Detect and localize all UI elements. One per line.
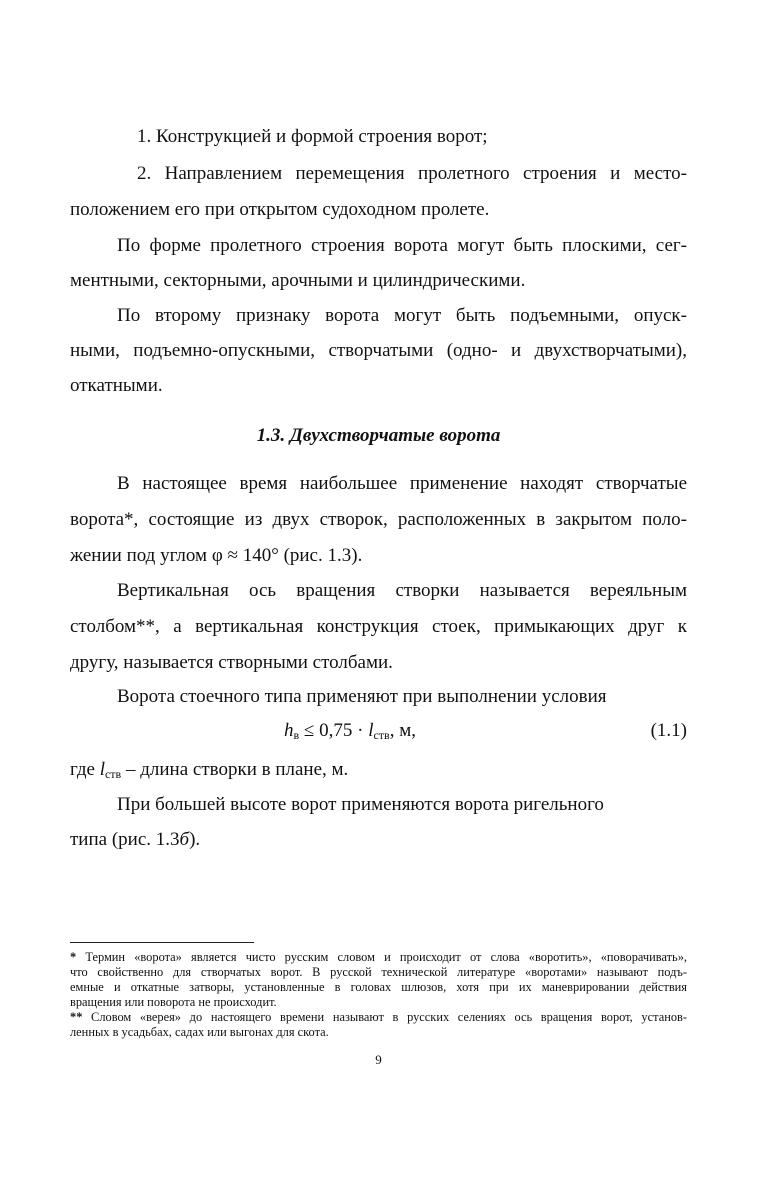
formula-number: (1.1) [650,720,687,741]
higher-line-2-start: типа (рис. 1.3 [70,829,180,850]
formula-l-subscript: ств [373,728,390,742]
formula-explanation [70,760,348,779]
section-heading: 1.3. Двухстворчатые ворота [256,425,501,446]
explanation-rest: – длина створки в плане, м. [121,759,349,780]
paragraph-form-line-1: По форме пролетного строения ворота могут быть плоскими, сег- [117,235,687,256]
higher-line-2-italic: б [179,829,190,850]
formula-l: l [368,720,374,741]
paragraph-condition: Ворота стоечного типа применяют при выполнении условия [117,686,607,707]
paragraph-second-line-2: ными, подъемно-опускными, створчатыми (одно- и двухстворчатыми), [70,340,687,361]
footnote-1-line-1 [70,951,687,964]
paragraph-higher-line-2 [70,830,200,849]
explanation-prefix: где [70,759,100,780]
footnote-divider [70,942,254,943]
paragraph-higher-line-1: При большей высоте ворот применяются ворота ригельного [117,794,604,815]
footnote-1-line-2: что свойственно для створчатых ворот. В русской технической литературе «воротами» называют подъ- [70,965,687,979]
footnote-2-line-1 [70,1011,687,1024]
footnote-1-line-3: емные и откатные затворы, установленные в головах шлюзов, хотя при их маневрировании действия [70,980,687,994]
footnote-1-mark: * [70,950,77,964]
paragraph-axis-line-1: Вертикальная ось вращения створки называется вереяльным [117,580,687,601]
formula-middle: ≤ 0,75 · [299,720,369,741]
formula-h-subscript: в [293,728,300,742]
formula-expression [284,721,416,740]
higher-line-2-end: ). [189,829,201,850]
list-item-1: 1. Конструкцией и формой строения ворот; [137,126,488,147]
paragraph-second-line-3: откатными. [70,375,163,396]
paragraph-second-line-1: По второму признаку ворота могут быть подъемными, опуск- [117,305,687,326]
explanation-l: l [99,759,105,780]
page-number: 9 [375,1052,382,1067]
footnote-2-line-2: ленных в усадьбах, садах или выгонах для скота. [70,1025,329,1039]
list-item-2-line-1: 2. Направлением перемещения пролетного строения и место- [137,163,687,184]
paragraph-present-line-1: В настоящее время наибольшее применение находят створчатые [117,473,687,494]
explanation-l-subscript: ств [104,767,122,781]
footnote-2-line-1-text: Словом «верея» до настоящего времени называют в русских селениях ось вращения ворот, установ- [82,1010,687,1024]
footnote-2-mark: ** [70,1010,83,1024]
paragraph-axis-line-3: другу, называется створными столбами. [70,652,393,673]
formula-tail: , м, [389,720,416,741]
formula-h: h [284,720,294,741]
footnote-1-line-4: вращения или поворота не происходит. [70,995,277,1009]
paragraph-present-line-3: жении под углом φ ≈ 140° (рис. 1.3). [70,545,363,566]
list-item-2-line-2: положением его при открытом судоходном пролете. [70,199,490,220]
footnote-1-line-1-text: Термин «ворота» является чисто русским словом и происходит от слова «воротить», «поворачивать», [76,950,687,964]
paragraph-axis-line-2: столбом**, а вертикальная конструкция стоек, примыкающих друг к [70,616,687,637]
paragraph-form-line-2: ментными, секторными, арочными и цилиндрическими. [70,270,526,291]
paragraph-present-line-2: ворота*, состоящие из двух створок, расположенных в закрытом поло- [70,509,687,530]
